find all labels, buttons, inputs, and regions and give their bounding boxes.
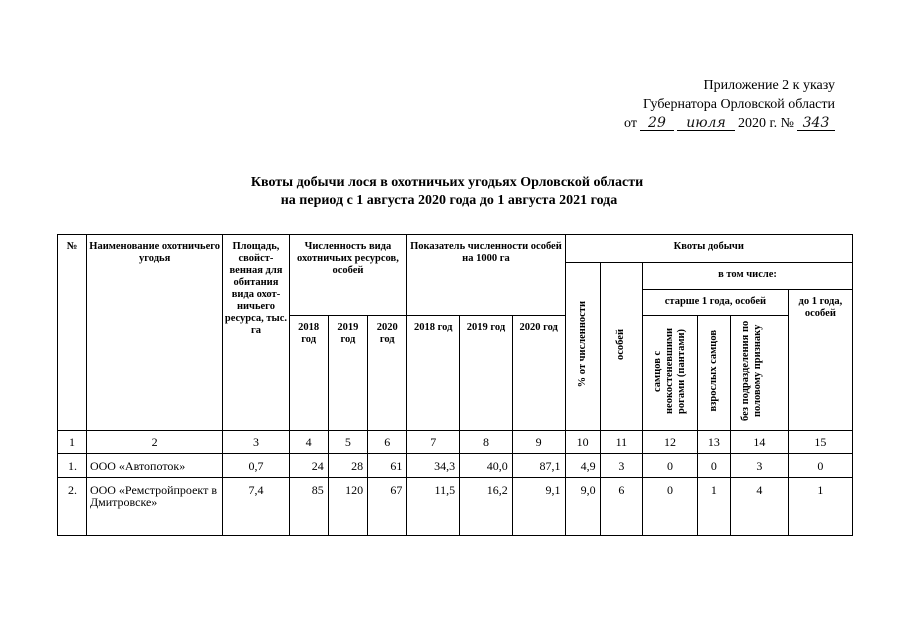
row-males-antlers: 0	[643, 454, 698, 478]
col-num: 13	[697, 431, 730, 454]
header-including: в том числе:	[643, 263, 853, 290]
col-num: 8	[460, 431, 513, 454]
header-density-group: Показатель численности особей на 1000 га	[407, 235, 565, 316]
row-individuals: 6	[600, 478, 642, 536]
table-row	[58, 454, 853, 478]
row-pct: 4,9	[565, 454, 600, 478]
header-density-2019: 2019 год	[460, 316, 513, 431]
row-adult-males: 1	[697, 478, 730, 536]
row-count-2018: 85	[289, 478, 328, 536]
header-quota-group: Квоты добычи	[565, 235, 852, 263]
col-num: 2	[86, 431, 222, 454]
row-under1: 1	[788, 478, 852, 536]
col-num: 1	[58, 431, 87, 454]
row-under1: 0	[788, 454, 852, 478]
row-density-2020: 9,1	[512, 478, 565, 536]
header-individuals-text: особей	[615, 329, 627, 360]
header-adult-males-text: взрослых самцов	[707, 330, 719, 412]
col-num: 14	[730, 431, 788, 454]
col-num: 9	[512, 431, 565, 454]
row-no-sex: 3	[730, 454, 788, 478]
appendix-line-2: Губернатора Орловской области	[642, 97, 835, 112]
col-num: 10	[565, 431, 600, 454]
header-name: Наименование охотничьего угодья	[86, 235, 222, 431]
row-name: ООО «Ремстройпроект в Дмитровске»	[86, 478, 222, 536]
header-density-2018: 2018 год	[407, 316, 460, 431]
row-density-2018: 11,5	[407, 478, 460, 536]
row-density-2020: 87,1	[512, 454, 565, 478]
row-count-2019: 28	[328, 454, 367, 478]
header-adult-males	[697, 316, 730, 431]
row-area: 0,7	[223, 454, 289, 478]
row-density-2019: 40,0	[460, 454, 513, 478]
col-num: 12	[643, 431, 698, 454]
header-no: №	[58, 235, 87, 431]
row-count-2020: 67	[368, 478, 407, 536]
header-no-sex	[730, 316, 788, 431]
quota-table	[57, 234, 853, 536]
row-count-2020: 61	[368, 454, 407, 478]
row-no-sex: 4	[730, 478, 788, 536]
header-individuals	[600, 263, 642, 431]
row-no: 2.	[58, 478, 87, 536]
col-num: 15	[788, 431, 852, 454]
header-area: Площадь, свойст-венная для обитания вида охот-ничьего ресурса, тыс. га	[223, 235, 289, 431]
table-row	[58, 478, 853, 536]
header-count-2020: 2020 год	[368, 316, 407, 431]
handwritten-month: июля	[677, 116, 735, 131]
appendix-date-line	[575, 114, 835, 133]
col-num: 4	[289, 431, 328, 454]
header-count-group: Численность вида охотничьих ресурсов, особей	[289, 235, 407, 316]
header-under1: до 1 года, особей	[788, 290, 852, 431]
column-number-row	[58, 431, 853, 454]
appendix-block	[575, 76, 835, 133]
handwritten-number: 343	[797, 116, 835, 131]
appendix-line-1: Приложение 2 к указу	[703, 78, 835, 93]
row-no: 1.	[58, 454, 87, 478]
header-no-sex-text: без подразделения по половому признаку	[740, 320, 764, 422]
row-males-antlers: 0	[643, 478, 698, 536]
col-num: 7	[407, 431, 460, 454]
row-name: ООО «Автопоток»	[86, 454, 222, 478]
header-pct	[565, 263, 600, 431]
title-line-2: на период с 1 августа 2020 года до 1 августа 2021 года	[280, 193, 618, 208]
header-males-antlers-text: самцов с неокостеневшими рогами (пантами)	[651, 327, 687, 415]
row-count-2019: 120	[328, 478, 367, 536]
row-adult-males: 0	[697, 454, 730, 478]
row-individuals: 3	[600, 454, 642, 478]
document-title	[0, 174, 898, 210]
handwritten-day: 29	[640, 116, 674, 131]
header-count-2018: 2018 год	[289, 316, 328, 431]
row-pct: 9,0	[565, 478, 600, 536]
header-density-2020: 2020 год	[512, 316, 565, 431]
row-count-2018: 24	[289, 454, 328, 478]
title-line-1: Квоты добычи лося в охотничьих угодьях Орловской области	[250, 175, 644, 190]
header-males-antlers	[643, 316, 698, 431]
row-area: 7,4	[223, 478, 289, 536]
col-num: 11	[600, 431, 642, 454]
header-older: старше 1 года, особей	[643, 290, 789, 316]
year-label: 2020 г. №	[737, 116, 794, 131]
row-density-2018: 34,3	[407, 454, 460, 478]
from-label: от	[624, 116, 637, 131]
col-num: 6	[368, 431, 407, 454]
header-pct-text: % от численности	[576, 301, 588, 388]
col-num: 3	[223, 431, 289, 454]
col-num: 5	[328, 431, 367, 454]
row-density-2019: 16,2	[460, 478, 513, 536]
header-count-2019: 2019 год	[328, 316, 367, 431]
